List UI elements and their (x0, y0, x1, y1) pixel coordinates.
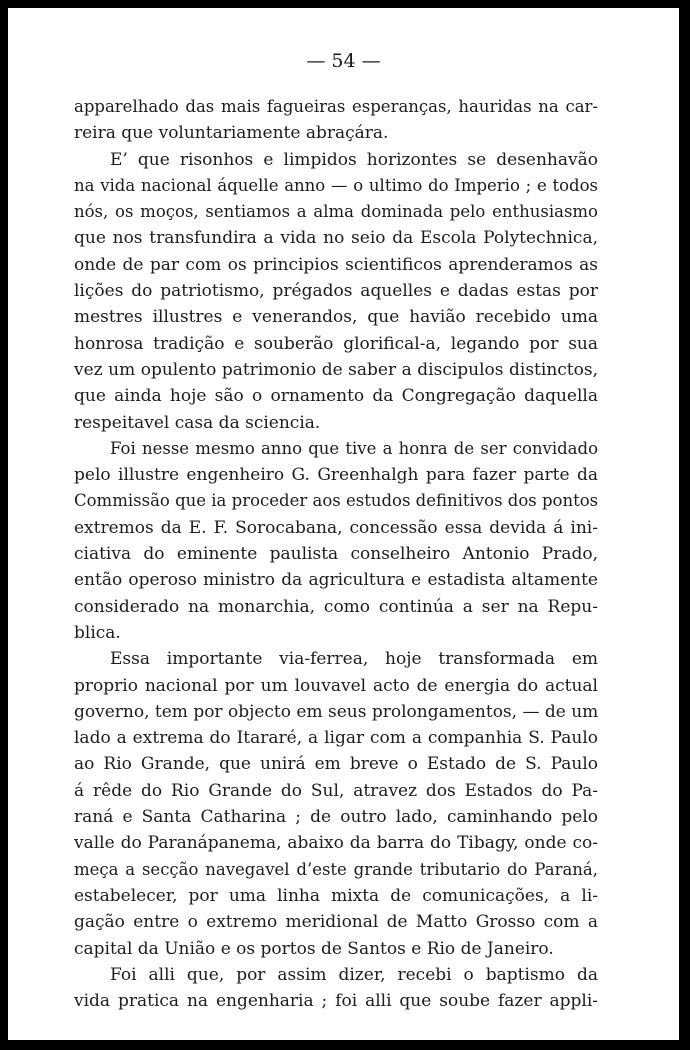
text-line: blica. (74, 622, 121, 643)
text-line: á rêde do Rio Grande do Sul, atravez dos Estados do Pa- (74, 780, 598, 801)
text-line: honrosa tradição e souberão glorifical-a, legando por sua (74, 333, 598, 354)
text-line: ciativa do eminente paulista conselheiro Antonio Prado, (74, 544, 598, 565)
text-line: Foi alli que, por assim dizer, recebi o baptismo da (110, 964, 598, 985)
text-line: respeitavel casa da sciencia. (74, 412, 321, 433)
text-line: que ainda hoje são o ornamento da Congregação daquella (74, 386, 598, 407)
page-number: — 54 — (306, 50, 381, 72)
text-line: valle do Paranápanema, abaixo da barra do Tibagy, onde co- (74, 833, 598, 854)
text-line: que nos transfundira a vida no seio da Escola Polytechnica, (74, 228, 598, 249)
text-line: considerado na monarchia, como continúa a ser na Repu- (74, 596, 598, 617)
text-line: reira que voluntariamente abraçára. (74, 123, 389, 144)
text-line: E’ que risonhos e limpidos horizontes se desenhavão (110, 149, 598, 170)
paragraph (74, 94, 598, 147)
text-line: proprio nacional por um louvavel acto de energia do actual (74, 675, 598, 696)
book-page (8, 8, 679, 1040)
text-line: capital da União e os portos de Santos e Rio de Janeiro. (74, 938, 554, 959)
text-line: lições do patriotismo, prégados aquelles e dadas estas por (74, 281, 598, 302)
paragraph (74, 962, 598, 1015)
text-line: onde de par com os principios scientificos aprenderamos as (74, 254, 598, 275)
text-line: apparelhado das mais fagueiras esperanças, hauridas na car- (74, 97, 598, 116)
text-line: vez um opulento patrimonio de saber a discipulos distinctos, (74, 359, 598, 380)
text-line: gação entre o extremo meridional de Matto Grosso com a (74, 912, 598, 933)
text-line: nós, os moços, sentiamos a alma dominada pelo enthusiasmo (74, 202, 598, 222)
text-line: vida pratica na engenharia ; foi alli que soube fazer appli- (74, 991, 598, 1012)
text-line: Commissão que ia proceder aos estudos definitivos dos pontos (74, 491, 598, 511)
text-line: Foi nesse mesmo anno que tive a honra de ser convidado (110, 438, 598, 458)
text-line: na vida nacional áquelle anno — o ultimo do Imperio ; e todos (74, 175, 598, 195)
text-line: meça a secção navegavel d’este grande tributario do Paraná, (74, 859, 598, 879)
text-line: pelo illustre engenheiro G. Greenhalgh para fazer parte da (74, 465, 598, 486)
text-line: governo, tem por objecto em seus prolongamentos, — de um (74, 701, 598, 722)
text-line: estabelecer, por uma linha mixta de comunicações, a li- (74, 885, 598, 906)
text-line: raná e Santa Catharina ; de outro lado, caminhando pelo (74, 807, 598, 828)
text-line: extremos da E. F. Sorocabana, concessão essa devida á ini- (74, 517, 598, 538)
body-text (74, 94, 598, 1014)
paragraph (74, 436, 598, 646)
paragraph (74, 147, 598, 436)
paragraph (74, 646, 598, 962)
text-line: então operoso ministro da agricultura e estadista altamente (74, 570, 598, 591)
text-line: Essa importante via-ferrea, hoje transformada em (110, 649, 598, 670)
text-line: ao Rio Grande, que unirá em breve o Estado de S. Paulo (74, 754, 598, 775)
text-line: lado a extrema do Itararé, a ligar com a companhia S. Paulo (74, 728, 598, 749)
text-line: mestres illustres e venerandos, que havião recebido uma (74, 307, 598, 328)
